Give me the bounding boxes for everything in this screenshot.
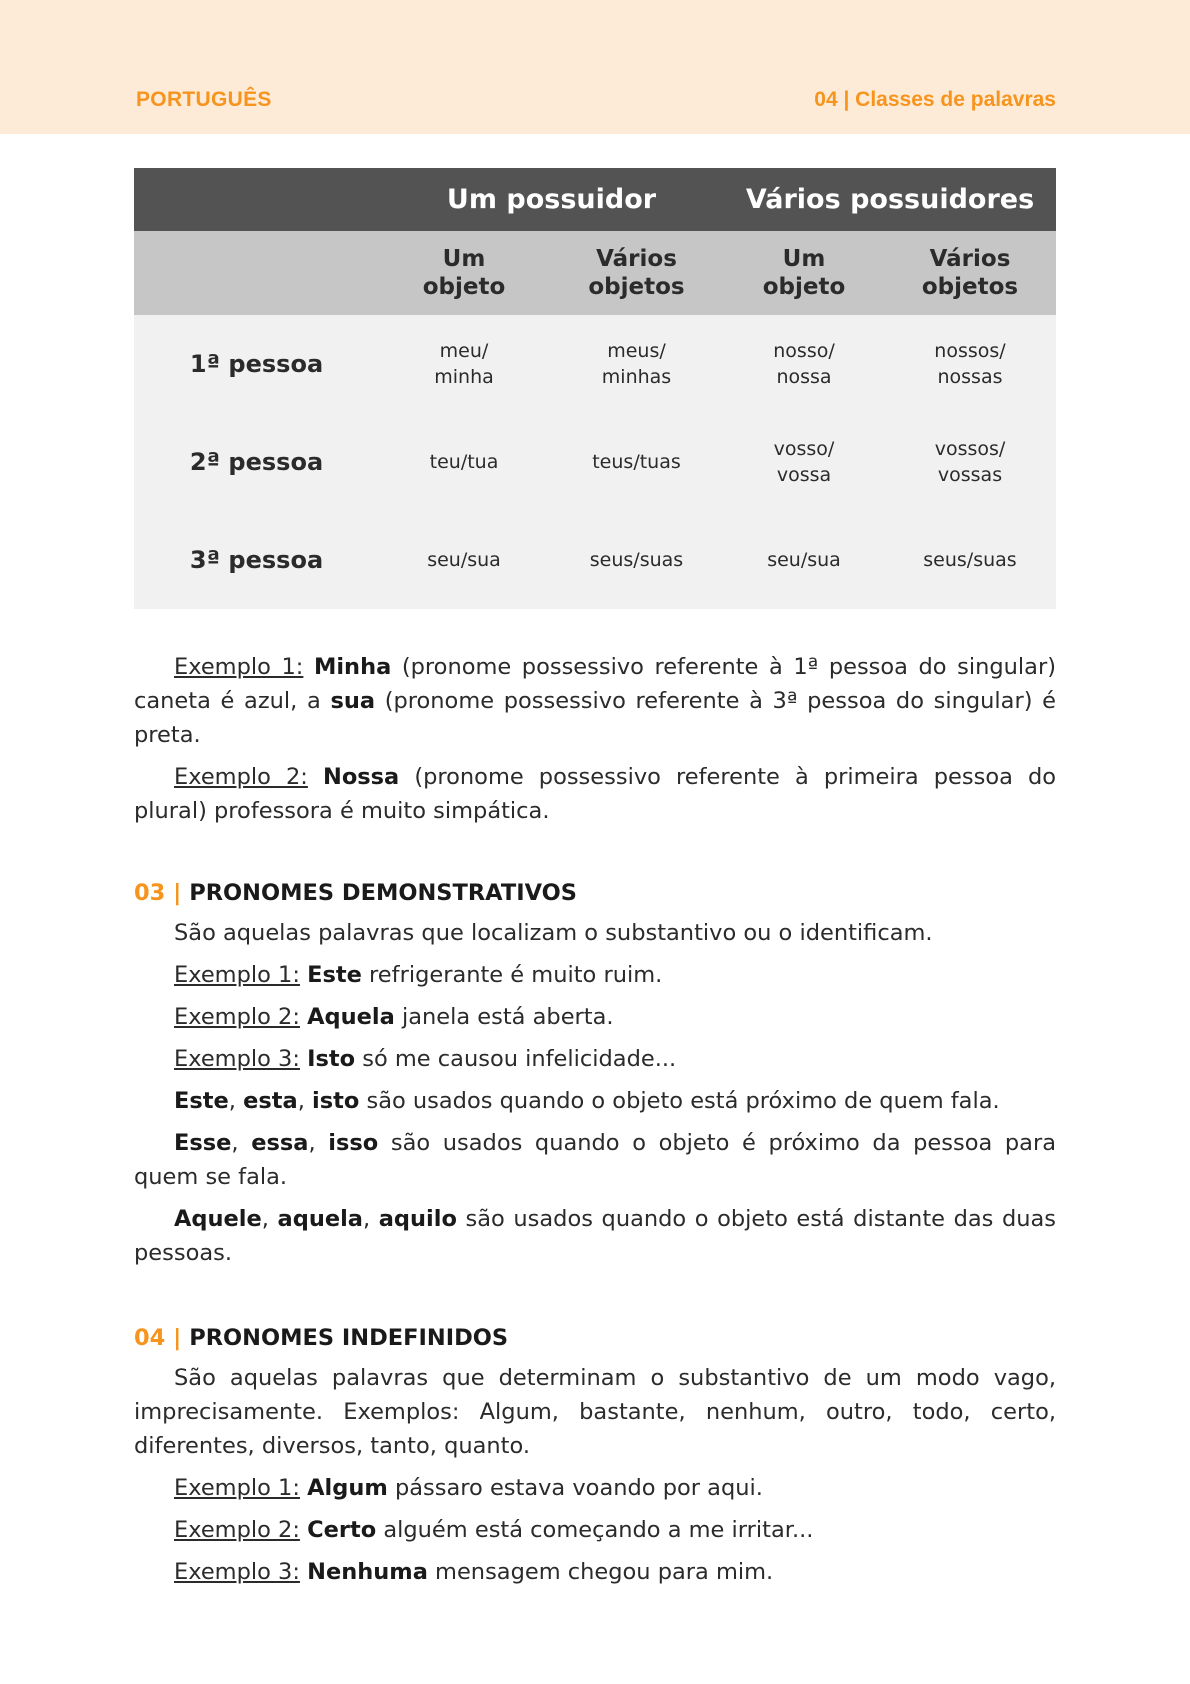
bold-term: Minha: [313, 654, 392, 680]
bold-term: Certo: [307, 1517, 377, 1543]
bold-term: Nenhuma: [307, 1559, 428, 1585]
table-cell: [884, 511, 1056, 609]
bold-term: esta: [243, 1088, 298, 1114]
sub-header-cell: [884, 231, 1056, 315]
separator: ,: [231, 1130, 252, 1156]
example-label: Exemplo 2:: [174, 1004, 300, 1030]
cell-line: seus/suas: [589, 549, 684, 571]
cell-line: meu/: [439, 340, 489, 362]
section-number: 04 |: [134, 1325, 182, 1351]
bold-term: Aquele: [174, 1206, 262, 1232]
intro-paragraph: São aquelas palavras que localizam o substantivo ou o identificam.: [174, 920, 933, 946]
example-text: só me causou infelicidade...: [355, 1046, 677, 1072]
rule-paragraph: [134, 1202, 1056, 1270]
sub-header-line: objeto: [422, 274, 506, 300]
example-label: Exemplo 1:: [174, 654, 304, 680]
table-cell: [724, 511, 884, 609]
bold-term: aquilo: [378, 1206, 457, 1232]
table-cell: [884, 315, 1056, 413]
section-demonstratives: [134, 876, 1056, 1278]
bold-term: sua: [330, 688, 376, 714]
rule-text: são usados quando o objeto é próximo da pessoa para quem se fala.: [134, 1130, 1057, 1190]
table-cell: [884, 413, 1056, 511]
sub-header-line: Vários: [596, 246, 677, 272]
cell-line: nossas: [937, 366, 1003, 388]
example-text: janela está aberta.: [394, 1004, 614, 1030]
bold-term: isto: [312, 1088, 360, 1114]
cell-line: vossos/: [934, 438, 1006, 460]
bold-term: Aquela: [307, 1004, 395, 1030]
page-header: [0, 0, 1190, 134]
table-cell: [724, 315, 884, 413]
table-cell: [549, 511, 724, 609]
table-group-header-row: [134, 168, 1056, 231]
separator: ,: [297, 1088, 312, 1114]
example-text: (pronome possessivo referente à primeira pessoa do plural) professora é muito simpática.: [134, 764, 1057, 824]
possessive-examples: [134, 650, 1056, 836]
table-cell: [724, 413, 884, 511]
person-label: 1ª pessoa: [134, 315, 379, 413]
bold-term: Este: [307, 962, 362, 988]
bold-term: essa: [251, 1130, 309, 1156]
bold-term: aquela: [277, 1206, 363, 1232]
sub-header-cell: [549, 231, 724, 315]
separator: ,: [308, 1130, 329, 1156]
example-text: mensagem chegou para mim.: [427, 1559, 774, 1585]
table-cell: [549, 315, 724, 413]
group-header-many-possessors: Vários possuidores: [724, 168, 1056, 231]
example-paragraph: [134, 1471, 1056, 1505]
example-label: Exemplo 1:: [174, 962, 300, 988]
bold-term: Isto: [307, 1046, 356, 1072]
intro-paragraph: São aquelas palavras que determinam o substantivo de um modo vago, imprecisamente. Exemplos: Algum, bastante, nenhum, outro, todo, certo, diferentes, diversos, tanto, quanto.: [134, 1365, 1056, 1459]
example-paragraph: [134, 650, 1056, 752]
cell-line: meus/: [607, 340, 666, 362]
table-cell: [379, 511, 549, 609]
example-label: Exemplo 1:: [174, 1475, 300, 1501]
separator: ,: [228, 1088, 244, 1114]
bold-term: Este: [174, 1088, 229, 1114]
chapter-label: 04 | Classes de palavras: [814, 88, 1056, 111]
cell-line: minha: [434, 366, 494, 388]
table-cell: [379, 315, 549, 413]
possessive-pronouns-table-container: [134, 168, 1056, 609]
example-paragraph: [134, 760, 1056, 828]
rule-paragraph: [134, 1084, 1056, 1118]
sub-header-line: objetos: [921, 274, 1019, 300]
example-paragraph: [134, 1555, 1056, 1589]
section-title: PRONOMES INDEFINIDOS: [181, 1325, 509, 1351]
example-paragraph: [134, 1513, 1056, 1547]
cell-line: seus/suas: [923, 549, 1017, 571]
table-row: [134, 315, 1056, 413]
section-title: PRONOMES DEMONSTRATIVOS: [181, 880, 577, 906]
section-indefinites: [134, 1321, 1056, 1597]
table-cell: [379, 413, 549, 511]
section-number: 03 |: [134, 880, 182, 906]
example-paragraph: [134, 1042, 1056, 1076]
bold-term: isso: [328, 1130, 379, 1156]
bold-term: Nossa: [322, 764, 400, 790]
sub-header-line: objetos: [588, 274, 685, 300]
example-label: Exemplo 2:: [174, 764, 308, 790]
cell-line: vossa: [776, 464, 832, 486]
cell-line: vosso/: [773, 438, 835, 460]
example-paragraph: [134, 1000, 1056, 1034]
sub-header-line: Um: [782, 246, 826, 272]
sub-header-line: objeto: [762, 274, 846, 300]
sub-header-line: Um: [442, 246, 486, 272]
cell-line: seu/sua: [767, 549, 841, 571]
cell-line: nossos/: [934, 340, 1006, 362]
table-sub-header-row: [134, 231, 1056, 315]
possessive-pronouns-table: [134, 168, 1056, 609]
section-heading: [134, 876, 1056, 910]
table-cell: [549, 413, 724, 511]
example-paragraph: [134, 958, 1056, 992]
cell-line: nossa: [776, 366, 832, 388]
example-text: refrigerante é muito ruim.: [361, 962, 663, 988]
group-header-one-possessor: Um possuidor: [379, 168, 724, 231]
rule-paragraph: [134, 1126, 1056, 1194]
sub-header-cell: [724, 231, 884, 315]
example-text: alguém está começando a me irritar...: [376, 1517, 814, 1543]
example-label: Exemplo 3:: [174, 1046, 300, 1072]
cell-line: vossas: [937, 464, 1003, 486]
separator: ,: [261, 1206, 278, 1232]
cell-line: nosso/: [773, 340, 835, 362]
cell-line: minhas: [601, 366, 672, 388]
bold-term: Esse: [174, 1130, 232, 1156]
table-row: [134, 413, 1056, 511]
example-label: Exemplo 2:: [174, 1517, 300, 1543]
sub-header-cell: [379, 231, 549, 315]
separator: ,: [363, 1206, 379, 1232]
subject-label: PORTUGUÊS: [136, 88, 272, 111]
bold-term: Algum: [307, 1475, 388, 1501]
rule-text: são usados quando o objeto está distante das duas pessoas.: [134, 1206, 1056, 1266]
example-text: (pronome possessivo referente à 3ª pessoa do singular) é preta.: [134, 688, 1056, 748]
section-heading: [134, 1321, 1056, 1355]
rule-text: são usados quando o objeto está próximo de quem fala.: [359, 1088, 1000, 1114]
table-row: [134, 511, 1056, 609]
person-label: 3ª pessoa: [134, 511, 379, 609]
cell-line: seu/sua: [427, 549, 501, 571]
sub-header-line: Vários: [929, 246, 1011, 272]
cell-line: teu/tua: [429, 451, 499, 473]
example-text: (pronome possessivo referente à 1ª pessoa do singular) caneta é azul, a: [134, 654, 1056, 714]
cell-line: teus/tuas: [592, 451, 681, 473]
example-text: pássaro estava voando por aqui.: [387, 1475, 763, 1501]
example-label: Exemplo 3:: [174, 1559, 300, 1585]
person-label: 2ª pessoa: [134, 413, 379, 511]
table-corner-cell: [134, 168, 379, 231]
table-corner-cell-2: [134, 231, 379, 315]
